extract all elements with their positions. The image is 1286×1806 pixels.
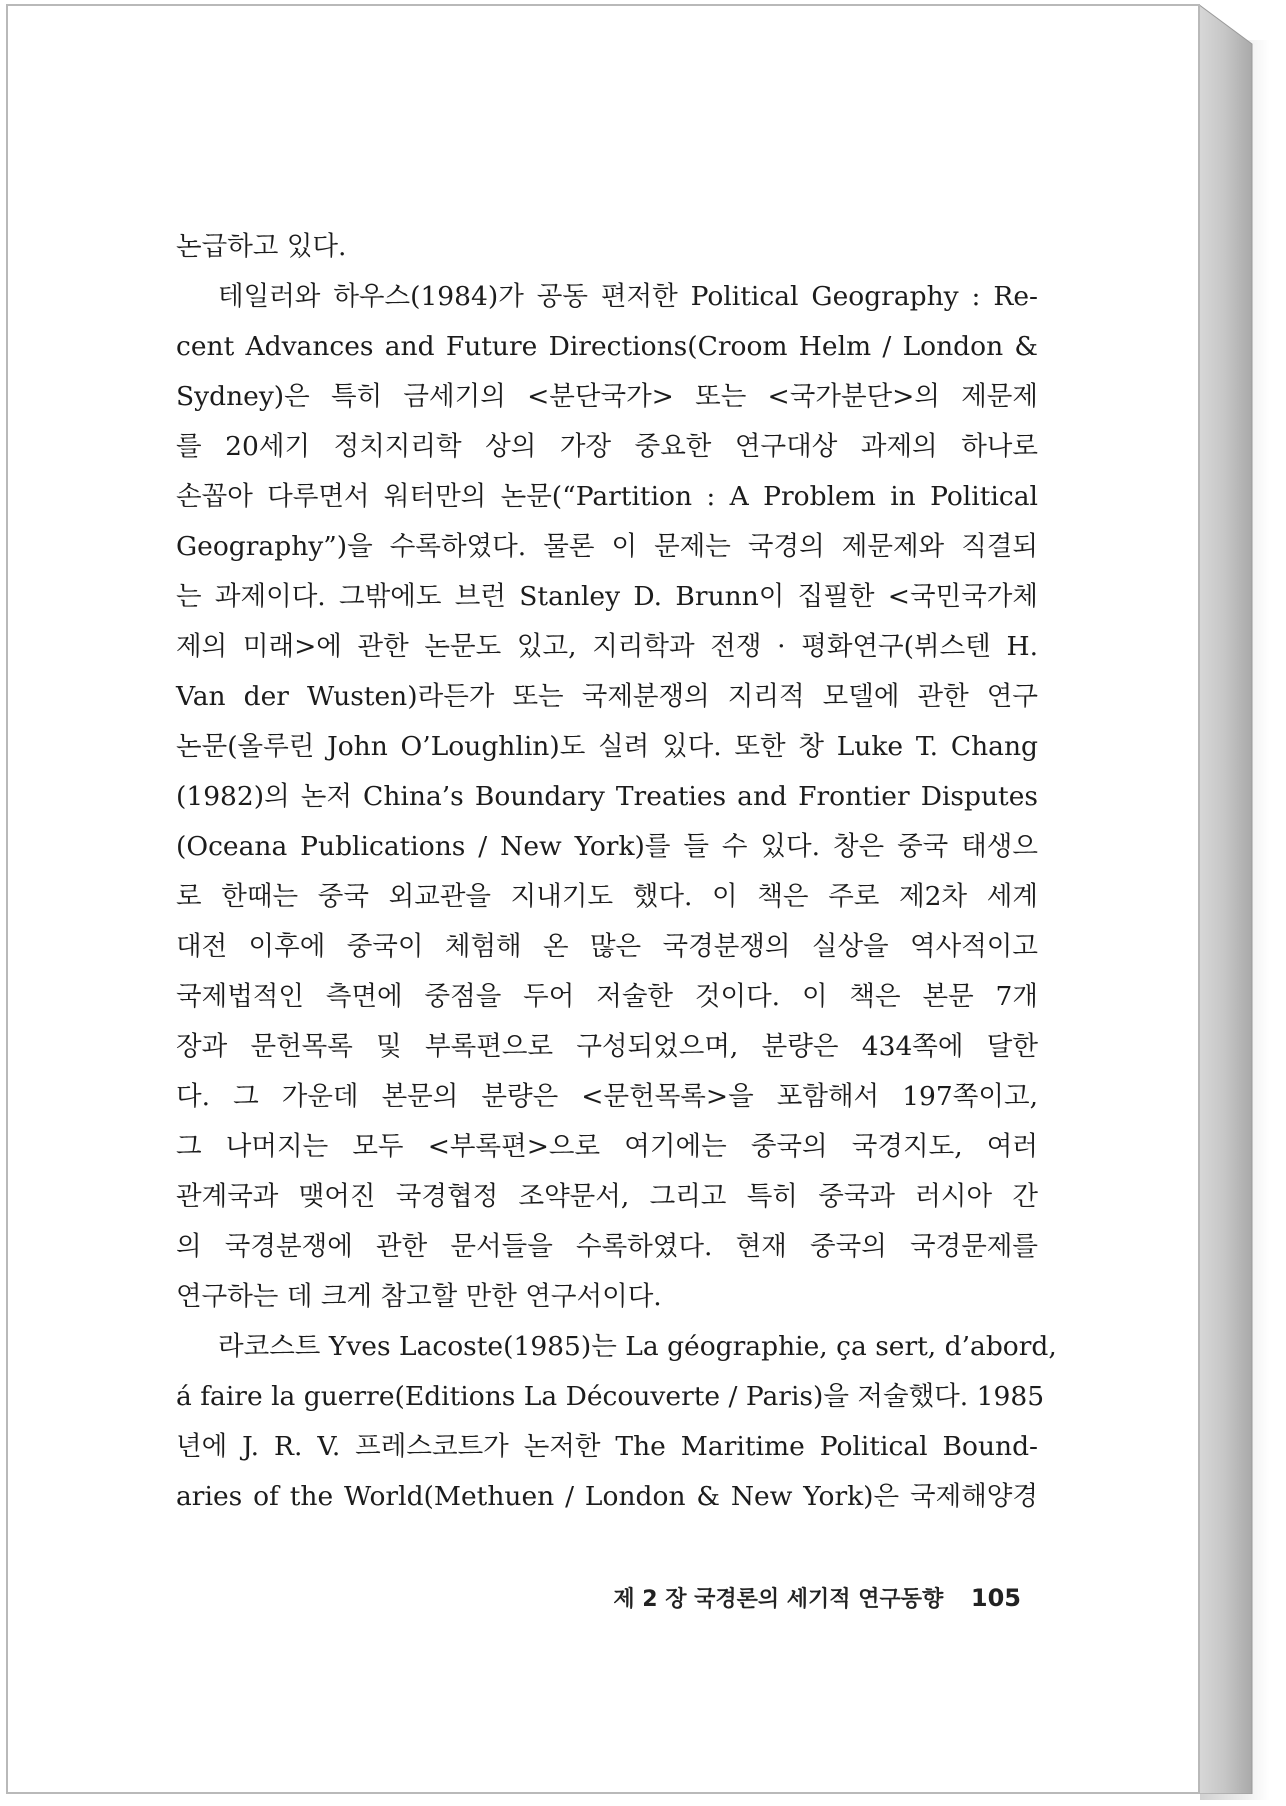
page-footer — [613, 1582, 1021, 1613]
text-line: 논문(올루린 John O’Loughlin)도 실려 있다. 또한 창 Luke T. Chang — [176, 731, 1038, 762]
text-line: (Oceana Publications / New York)를 들 수 있다. 창은 중국 태생으 — [176, 831, 1038, 862]
text-line: 제의 미래>에 관한 논문도 있고, 지리학과 전쟁 · 평화연구(뷔스텐 H. — [176, 631, 1038, 662]
text-line: 라코스트 Yves Lacoste(1985)는 La géographie, ça sert, d’abord, — [218, 1331, 1057, 1362]
body-text — [176, 222, 1057, 1522]
text-line: 장과 문헌목록 및 부록편으로 구성되었으며, 분량은 434쪽에 달한 — [176, 1031, 1038, 1062]
text-line: 관계국과 맺어진 국경협정 조약문서, 그리고 특히 중국과 러시아 간 — [176, 1181, 1038, 1212]
text-line: 는 과제이다. 그밖에도 브런 Stanley D. Brunn이 집필한 <국민국가체 — [176, 581, 1038, 612]
text-line: cent Advances and Future Directions(Croom Helm / London & — [176, 331, 1038, 362]
text-line: á faire la guerre(Editions La Découverte / Paris)을 저술했다. 1985 — [176, 1381, 1045, 1412]
text-line: 년에 J. R. V. 프레스코트가 논저한 The Maritime Political Bound- — [176, 1431, 1038, 1462]
text-line: Geography”)을 수록하였다. 물론 이 문제는 국경의 제문제와 직결되 — [176, 531, 1038, 562]
text-line: 손꼽아 다루면서 워터만의 논문(“Partition : A Problem in Political — [176, 481, 1038, 512]
text-line: 국제법적인 측면에 중점을 두어 저술한 것이다. 이 책은 본문 7개 — [176, 981, 1038, 1012]
text-line: 연구하는 데 크게 참고할 만한 연구서이다. — [176, 1281, 662, 1312]
text-line: 의 국경분쟁에 관한 문서들을 수록하였다. 현재 중국의 국경문제를 — [176, 1231, 1038, 1262]
text-line: 를 20세기 정치지리학 상의 가장 중요한 연구대상 과제의 하나로 — [176, 431, 1038, 462]
text-line: 로 한때는 중국 외교관을 지내기도 했다. 이 책은 주로 제2차 세계 — [176, 881, 1038, 912]
text-line: 논급하고 있다. — [176, 231, 347, 262]
text-line: Sydney)은 특히 금세기의 <분단국가> 또는 <국가분단>의 제문제 — [176, 381, 1038, 412]
page-number: 105 — [970, 1584, 1021, 1612]
text-line: Van der Wusten)라든가 또는 국제분쟁의 지리적 모델에 관한 연구 — [176, 681, 1038, 712]
text-line: 그 나머지는 모두 <부록편>으로 여기에는 중국의 국경지도, 여러 — [176, 1131, 1038, 1162]
text-line: 다. 그 가운데 본문의 분량은 <문헌목록>을 포함해서 197쪽이고, — [176, 1081, 1038, 1112]
text-line: 대전 이후에 중국이 체험해 온 많은 국경분쟁의 실상을 역사적이고 — [176, 931, 1038, 962]
text-line: (1982)의 논저 China’s Boundary Treaties and Frontier Disputes — [176, 781, 1038, 812]
chapter-title: 제 2 장 국경론의 세기적 연구동향 — [613, 1587, 944, 1612]
book-edge-pages — [1198, 4, 1254, 1794]
text-line: aries of the World(Methuen / London & New York)은 국제해양경 — [176, 1481, 1038, 1512]
text-line: 테일러와 하우스(1984)가 공동 편저한 Political Geography : Re- — [218, 281, 1038, 312]
